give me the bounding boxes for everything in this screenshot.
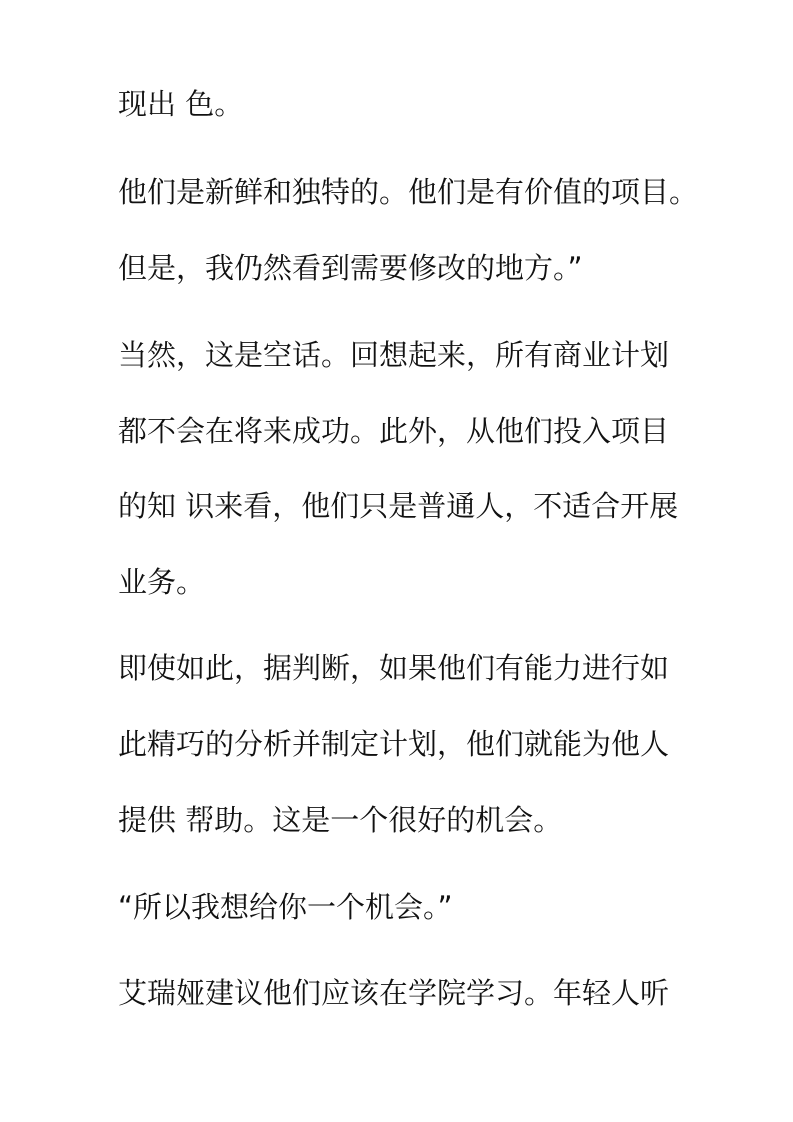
text-line-1: 现出 色。 xyxy=(118,87,244,121)
text-line-8: 即使如此，据判断，如果他们有能力进行如 xyxy=(118,651,670,685)
text-line-5: 都不会在将来成功。此外，从他们投入项目 xyxy=(118,414,670,448)
text-line-12: 艾瑞娅建议他们应该在学院学习。年轻人听 xyxy=(118,976,670,1010)
text-line-4: 当然，这是空话。回想起来，所有商业计划 xyxy=(118,338,670,372)
text-line-2: 他们是新鲜和独特的。他们是有价值的项目。 xyxy=(118,175,699,209)
text-line-9: 此精巧的分析并制定计划，他们就能为他人 xyxy=(118,727,670,761)
text-line-10: 提供 帮助。这是一个很好的机会。 xyxy=(118,803,563,837)
text-line-6: 的知 识来看，他们只是普通人，不适合开展 xyxy=(118,489,679,523)
text-line-3: 但是，我仍然看到需要修改的地方。” xyxy=(118,251,583,285)
text-line-7: 业务。 xyxy=(118,565,206,599)
text-line-11: “所以我想给你一个机会。” xyxy=(118,890,453,924)
